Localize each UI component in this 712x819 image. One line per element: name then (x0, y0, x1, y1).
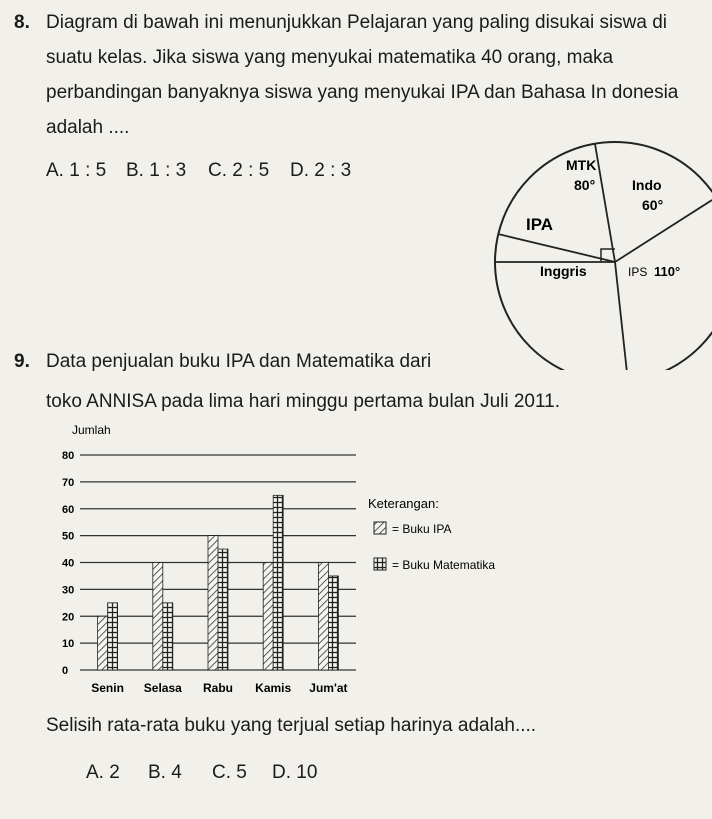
q8-option-a[interactable]: A. 1 : 5 (46, 160, 107, 181)
x-tick-label: Jum'at (309, 681, 348, 695)
x-tick-label: Senin (91, 681, 124, 695)
x-tick-label: Selasa (143, 681, 182, 695)
q8-option-d[interactable]: D. 2 : 3 (290, 160, 352, 181)
pie-label-ips: IPS (628, 265, 648, 279)
pie-divider-ipa (498, 234, 615, 262)
y-tick-label: 0 (62, 665, 69, 677)
pie-angle-mtk: 80° (574, 177, 596, 193)
q9-option-a[interactable]: A. 2 (86, 762, 120, 783)
bar-mtk-3 (218, 549, 228, 670)
y-tick-label: 60 (62, 503, 75, 516)
q8-option-c[interactable]: C. 2 : 5 (208, 160, 270, 181)
bar-mtk-2 (163, 603, 173, 670)
pie-label-indo: Indo (632, 177, 662, 193)
legend-swatch-mtk (374, 558, 386, 570)
pie-chart (470, 140, 712, 370)
q8-line-3: perbandingan banyaknya siswa yang menyukai IPA dan Bahasa In donesia (46, 82, 679, 103)
y-tick-label: 70 (62, 476, 75, 489)
y-axis-ticks (62, 450, 74, 677)
pie-divider-mtk (595, 144, 615, 262)
q8-option-b[interactable]: B. 1 : 3 (126, 160, 187, 181)
y-tick-label: 50 (62, 530, 75, 543)
q9-option-c[interactable]: C. 5 (212, 762, 247, 783)
x-tick-label: Kamis (255, 681, 292, 695)
y-tick-label: 40 (62, 557, 75, 570)
bar-ipa-3 (208, 536, 218, 670)
legend-title: Keterangan: (368, 496, 439, 511)
x-tick-label: Rabu (203, 681, 233, 695)
bar-ipa-4 (263, 563, 273, 671)
bar-mtk-5 (328, 576, 338, 670)
bar-ipa-1 (98, 616, 108, 670)
legend-label-mtk: = Buku Matematika (392, 558, 496, 572)
q8-line-2: suatu kelas. Jika siswa yang menyukai matematika 40 orang, maka (46, 47, 614, 68)
bar-chart (40, 420, 520, 710)
q8-line-1: Diagram di bawah ini menunjukkan Pelajaran yang paling disukai siswa di (46, 12, 668, 33)
y-tick-label: 20 (62, 611, 75, 624)
q9-option-b[interactable]: B. 4 (148, 762, 182, 783)
legend-label-ipa: = Buku IPA (392, 522, 452, 536)
pie-circle (495, 142, 712, 370)
q9-question: Selisih rata-rata buku yang terjual setiap harinya adalah.... (46, 715, 537, 736)
legend-swatch-ipa (374, 522, 386, 534)
bar-ipa-2 (153, 563, 163, 671)
q9-option-d[interactable]: D. 10 (272, 762, 318, 783)
y-tick-label: 10 (62, 638, 75, 651)
pie-divider-indo (615, 200, 712, 262)
bar-ipa-5 (318, 563, 328, 671)
q9-line-1: Data penjualan buku IPA dan Matematika dari (46, 351, 432, 372)
y-tick-label: 30 (62, 584, 75, 597)
bars (98, 495, 339, 670)
y-axis-label: Jumlah (72, 423, 111, 437)
pie-label-ipa: IPA (526, 215, 554, 234)
pie-label-mtk: MTK (566, 157, 597, 173)
y-tick-label: 80 (62, 450, 75, 462)
pie-angle-indo: 60° (642, 197, 664, 213)
bar-mtk-4 (273, 495, 283, 670)
x-axis-labels (91, 681, 347, 695)
pie-divider-ips (615, 262, 628, 370)
q8-line-4: adalah .... (46, 117, 130, 138)
pie-angle-ips: 110° (654, 264, 681, 279)
q8-number: 8. (14, 12, 30, 33)
bar-mtk-1 (108, 603, 118, 670)
q9-number: 9. (14, 351, 30, 372)
pie-label-inggris: Inggris (540, 263, 587, 279)
q9-line-2: toko ANNISA pada lima hari minggu pertama bulan Juli 2011. (46, 391, 561, 412)
